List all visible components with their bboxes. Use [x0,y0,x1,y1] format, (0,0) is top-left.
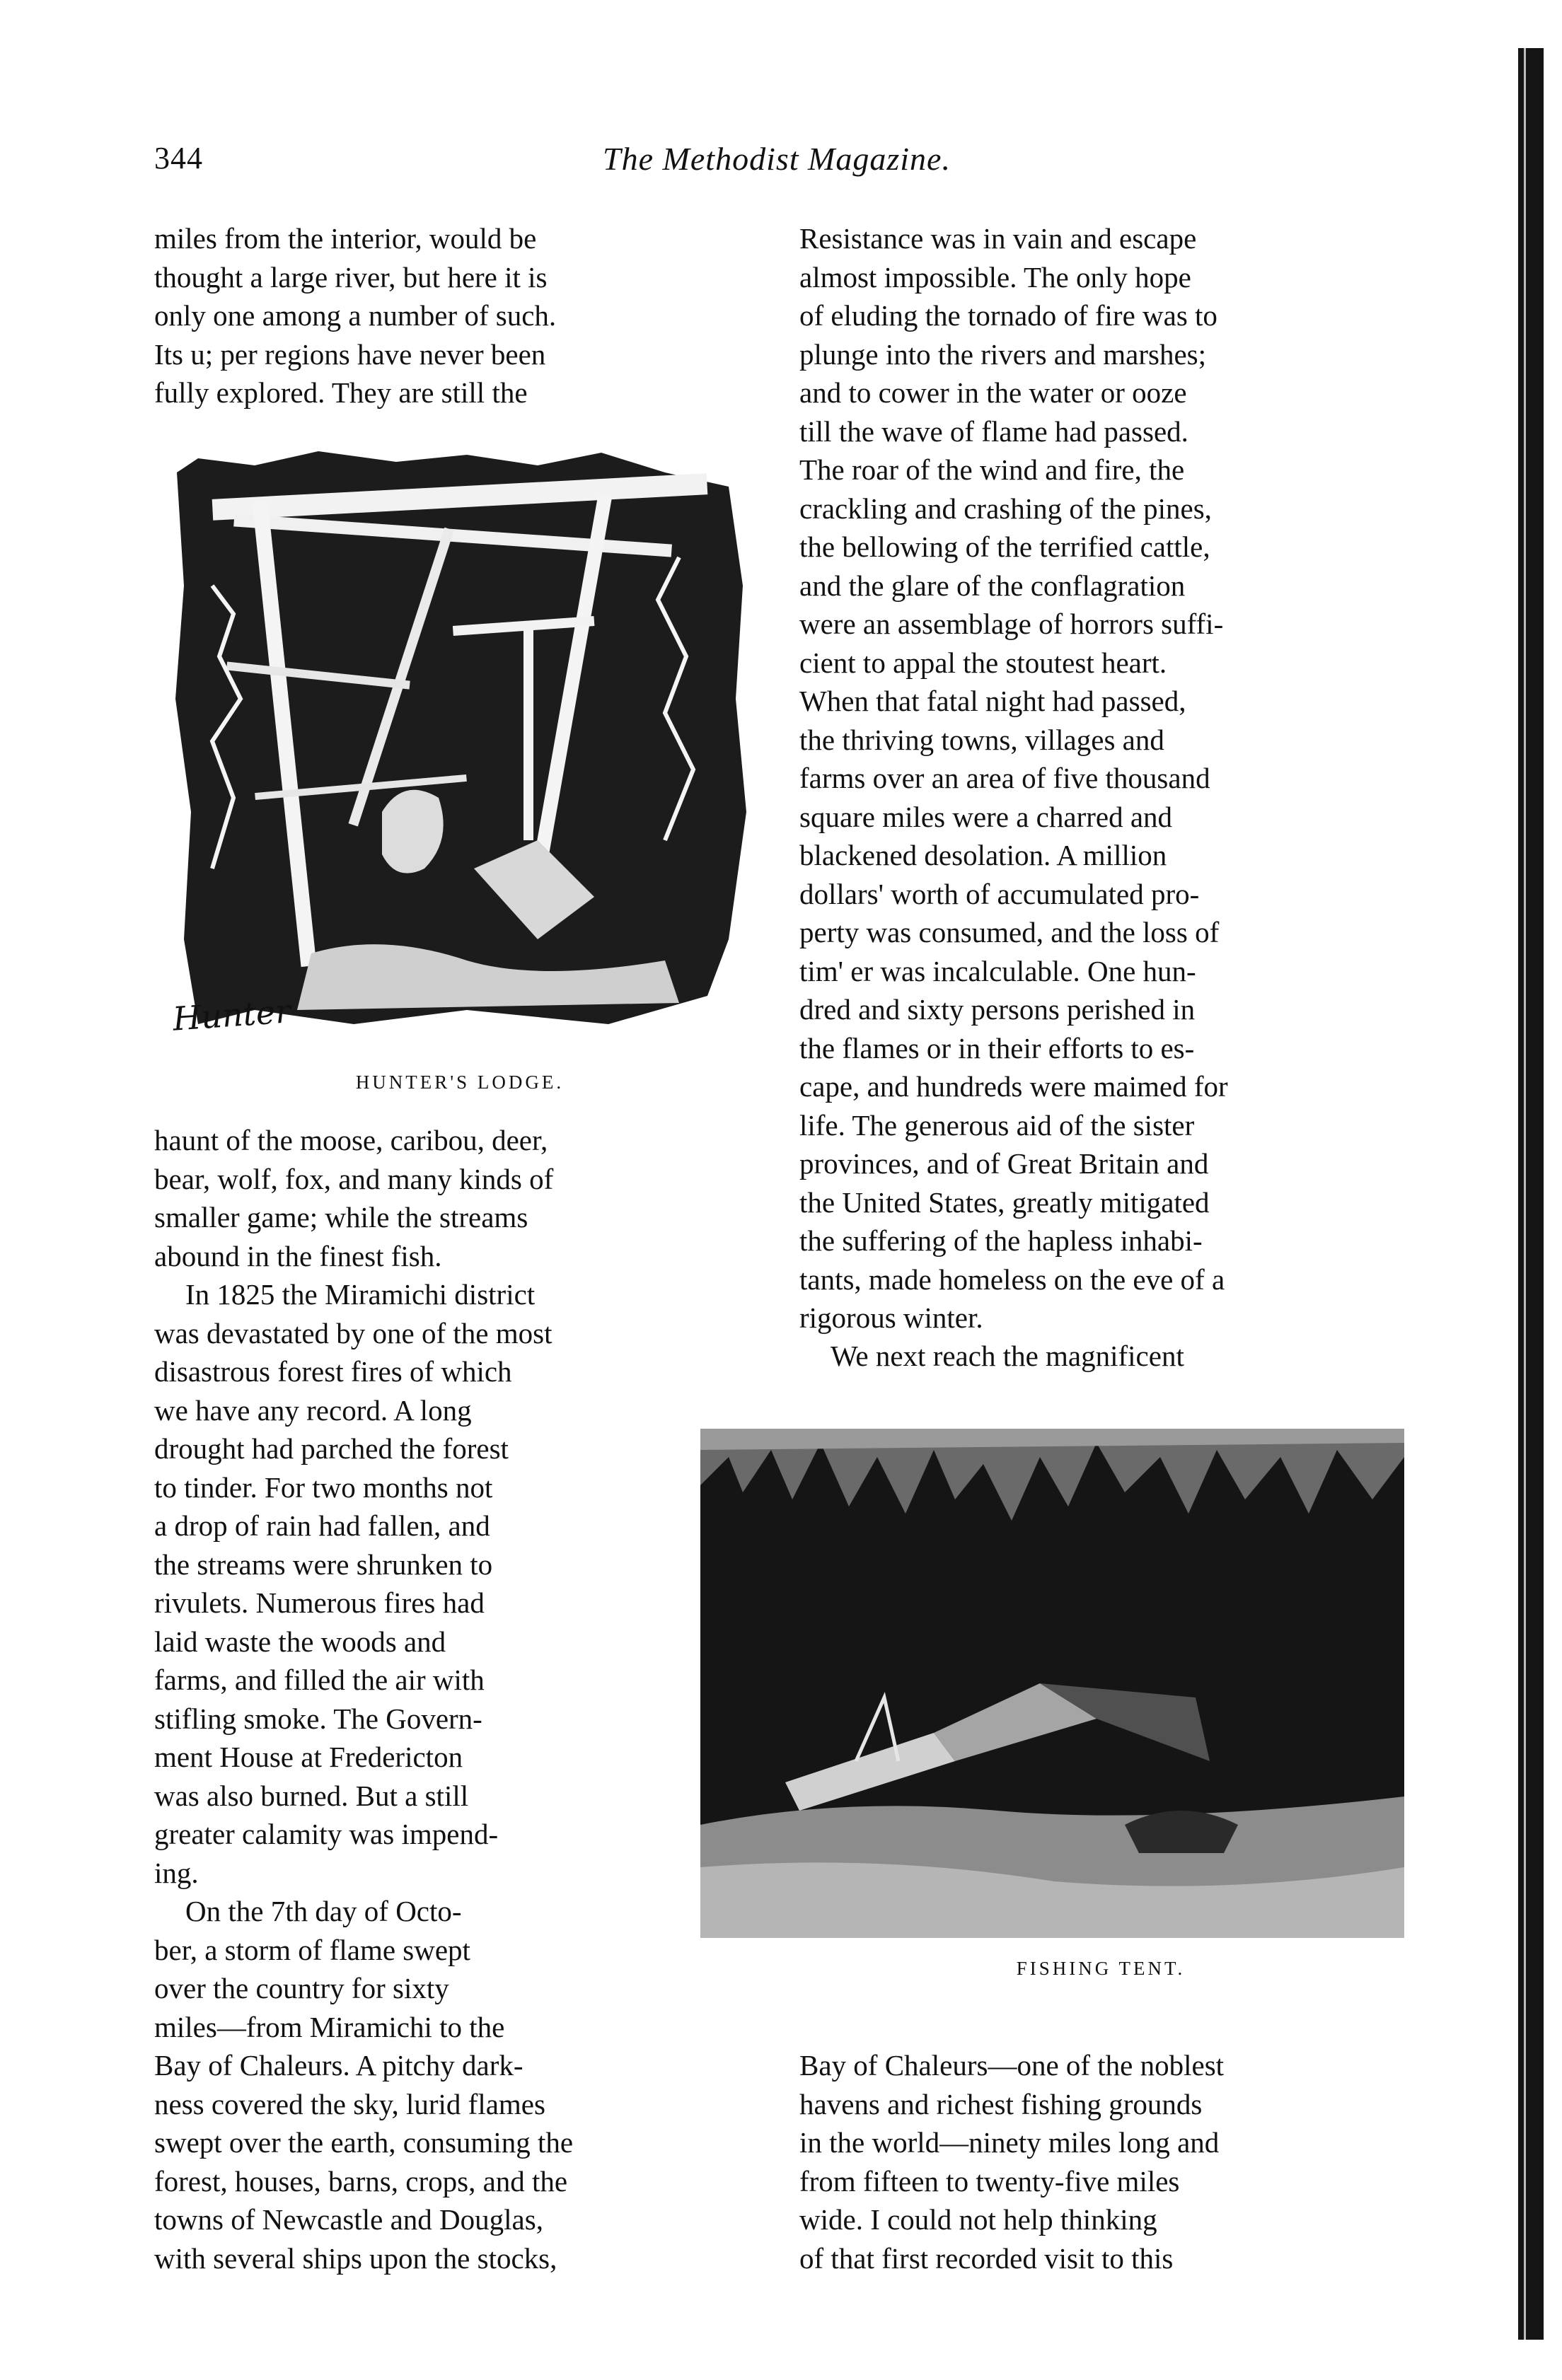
text-line: ing. [154,1856,199,1889]
fishing-tent-photo [700,1429,1404,1938]
text-line: almost impossible. The only hope [799,260,1191,294]
text-line: cient to appal the stoutest heart. [799,646,1167,679]
text-line: provinces, and of Great Britain and [799,1147,1209,1180]
text-line: tim' er was incalculable. One hun- [799,954,1196,987]
text-line: to tinder. For two months not [154,1470,493,1504]
text-line: Bay of Chaleurs. A pitchy dark- [154,2049,523,2082]
text-line: of eluding the tornado of fire was to [799,299,1217,332]
right-bottom-paragraph [799,2046,1402,2277]
text-line: When that fatal night had passed, [799,685,1186,717]
page-header [154,140,1399,182]
left-intro-paragraph [154,219,741,412]
text-line: miles—from Miramichi to the [154,2010,505,2043]
text-line: disastrous forest fires of which [154,1355,512,1388]
text-line: drought had parched the forest [154,1432,509,1465]
hunters-lodge-engraving [170,444,750,1060]
text-line: and the glare of the conflagration [799,569,1186,602]
text-line: and to cower in the water or ooze [799,376,1187,409]
text-line: smaller game; while the streams [154,1201,528,1233]
text-line: over the country for sixty [154,1972,449,2004]
text-line: abound in the finest fish. [154,1239,442,1272]
left-bottom-paragraph [154,2046,741,2277]
text-line: wide. I could not help thinking [799,2203,1157,2236]
text-line: the suffering of the hapless inhabi- [799,1224,1203,1257]
text-line: blackened desolation. A million [799,839,1167,871]
text-line: was devastated by one of the most [154,1316,553,1349]
text-line: ment House at Fredericton [154,1741,463,1773]
text-line: were an assemblage of horrors suffi- [799,608,1224,640]
text-line: On the 7th day of Octo- [185,1895,462,1927]
text-line: swept over the earth, consuming the [154,2126,574,2159]
artist-signature: Hunter [171,992,292,1038]
text-line: was also burned. But a still [154,1779,469,1812]
right-next-paragraph [799,1337,1402,1376]
text-line: only one among a number of such. [154,299,557,332]
text-line: rivulets. Numerous fires had [154,1586,485,1619]
text-line: The roar of the wind and fire, the [799,453,1185,486]
text-line: till the wave of flame had passed. [799,414,1188,448]
left-game-paragraph [154,1121,741,1275]
scan-edge-bar [1518,48,1544,2340]
text-line: the flames or in their efforts to es- [799,1031,1195,1064]
text-line: bear, wolf, fox, and many kinds of [154,1162,554,1195]
text-line: farms over an area of five thousand [799,762,1210,794]
text-line: the streams were shrunken to [154,1548,493,1581]
text-line: thought a large river, but here it is [154,260,548,294]
text-line: perty was consumed, and the loss of [799,916,1220,948]
text-line: greater calamity was impend- [154,1818,499,1850]
fishing-tent-caption: FISHING TENT. [1016,1958,1186,1979]
running-title: The Methodist Magazine. [603,141,951,177]
text-line: of that first recorded visit to this [799,2241,1174,2275]
hunters-lodge-illustration [170,444,750,1060]
text-line: we have any record. A long [154,1393,472,1427]
text-line: life. The generous aid of the sister [799,1108,1195,1142]
page-number: 344 [154,141,203,175]
text-line: We next reach the magnificent [831,1340,1184,1372]
text-line: crackling and crashing of the pines, [799,492,1212,525]
text-line: laid waste the woods and [154,1625,446,1658]
text-line: farms, and filled the air with [154,1664,485,1696]
text-line: dollars' worth of accumulated pro- [799,877,1200,910]
text-line: Its u; per regions have never been [154,337,546,371]
left-october-paragraph [154,1892,658,2046]
text-line: from fifteen to twenty-five miles [799,2164,1180,2198]
text-line: rigorous winter. [799,1301,983,1334]
text-line: the bellowing of the terrified cattle, [799,530,1210,563]
text-line: fully explored. They are still the [154,376,528,409]
text-line: the thriving towns, villages and [799,723,1164,756]
text-line: ness covered the sky, lurid flames [154,2087,545,2120]
hunters-lodge-caption: HUNTER'S LODGE. [355,1072,565,1093]
text-line: square miles were a charred and [799,800,1173,833]
text-line: cape, and hundreds were maimed for [799,1070,1228,1103]
text-line: in the world—ninety miles long and [799,2126,1220,2159]
text-line: forest, houses, barns, crops, and the [154,2164,568,2198]
text-line: Bay of Chaleurs—one of the noblest [799,2049,1225,2082]
text-line: towns of Newcastle and Douglas, [154,2203,543,2236]
text-line: the United States, greatly mitigated [799,1185,1210,1219]
text-line: ber, a storm of flame swept [154,1933,470,1966]
text-line: In 1825 the Miramichi district [185,1278,536,1311]
text-line: plunge into the rivers and marshes; [799,337,1207,371]
text-line: tants, made homeless on the eve of a [799,1262,1225,1296]
text-line: havens and richest fishing grounds [799,2087,1203,2120]
text-line: stifling smoke. The Govern- [154,1702,482,1735]
text-line: haunt of the moose, caribou, deer, [154,1124,548,1156]
text-line: with several ships upon the stocks, [154,2241,557,2275]
text-line: dred and sixty persons perished in [799,993,1196,1026]
right-resistance-paragraph [799,219,1402,1337]
fishing-tent-image [700,1429,1404,1938]
text-line: miles from the interior, would be [154,222,537,255]
text-line: Resistance was in vain and escape [799,222,1197,255]
text-line: a drop of rain had fallen, and [154,1509,490,1542]
left-fire-paragraph [154,1275,734,1892]
